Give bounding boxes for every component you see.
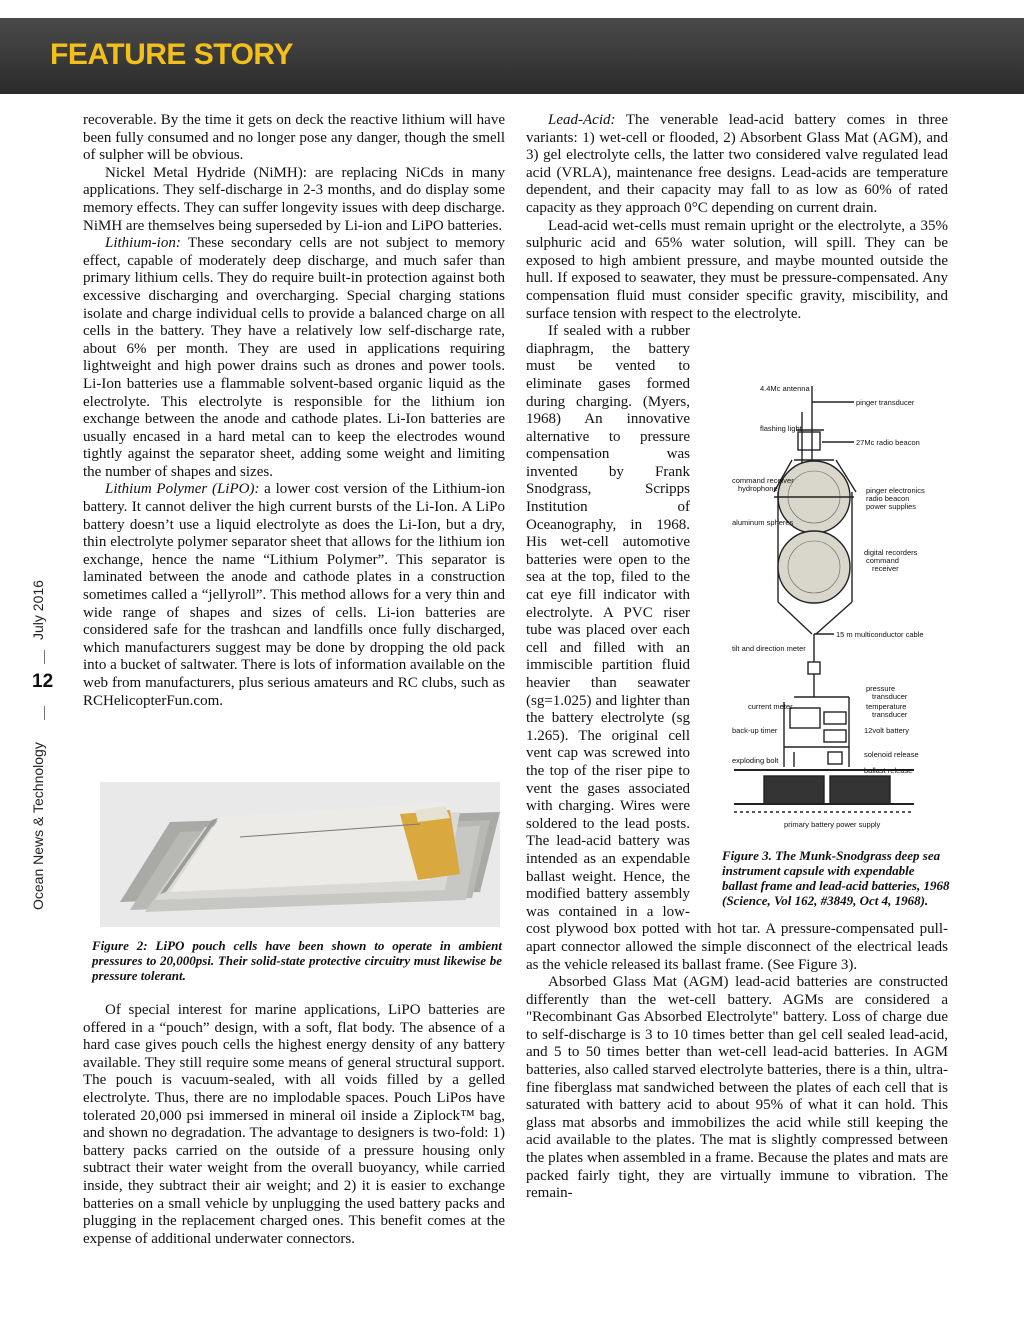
diagram-label: temperature — [866, 702, 907, 711]
diagram-label: primary battery power supply — [784, 820, 881, 829]
diagram-label: exploding bolt — [732, 756, 779, 765]
diagram-label: hydrophone — [738, 484, 778, 493]
left-column-lower — [83, 1002, 505, 1248]
diagram-label: command — [866, 556, 899, 565]
diagram-label: command receiver — [732, 476, 794, 485]
diagram-label: transducer — [872, 710, 908, 719]
paragraph: Lithium Polymer (LiPO): a lower cost version of the Lithium-ion battery. It cannot deliver the high current bursts of the Li-Ion. A LiPo battery doesn’t use a liquid electrolyte as does the Li-Ion, but a dry, thin electrolyte polymer separator sheet that allows for the lithium ion exchange, hence the name “Lithium Polymer”. This separator is laminated between the anode and cathode plates in a construction sometimes called a “jellyroll”. This method allows for a very thin and wide range of shapes and sizes of cells. Li-ion batteries are considered safe for the trashcan and landfills once fully discharged, which manufacturers suggest may be done by dropping the old pack into a bucket of saltwater. There is lots of information available on the web from manufacturers, plus serious amateurs and RC clubs, such as RCHelicopterFun.com. — [83, 481, 506, 709]
page-number: 12 — [32, 671, 54, 692]
paragraph-lead: Lead-Acid: — [548, 112, 616, 128]
figure-3-caption: Figure 3. The Munk-Snodgrass deep sea instrument capsule with expendable ballast frame and lead-acid batteries, 1968 (Science, Vol 162, #3849, Oct 4, 1968). — [722, 848, 950, 908]
diagram-label: 4.4Mc antenna — [760, 384, 810, 393]
diagram-label: 15 m multiconductor cable — [836, 630, 924, 639]
diagram-label: 27Mc radio beacon — [856, 438, 920, 447]
header-banner — [0, 18, 1024, 94]
diagram-label: back-up timer — [732, 726, 778, 735]
diagram-label: digital recorders — [864, 548, 918, 557]
paragraph: recoverable. By the time it gets on deck the reactive lithium will have been fully consumed and no longer pose any danger, though the smell of sulpher will be obvious. — [83, 112, 505, 164]
diagram-label: 12volt battery — [864, 726, 910, 735]
side-divider-top — [44, 650, 45, 664]
diagram-label: pinger electronics — [866, 486, 925, 495]
diagram-label: pinger transducer — [856, 398, 915, 407]
diagram-label: transducer — [872, 692, 908, 701]
diagram-label: radio beacon — [866, 494, 910, 503]
publication-name: Ocean News & Technology — [30, 742, 46, 910]
diagram-label: tilt and direction meter — [732, 644, 806, 653]
diagram-label: aluminum spheres — [732, 518, 794, 527]
paragraph: Lead-acid wet-cells must remain upright or the electrolyte, a 35% sulphuric acid and 65% water solution, will spill. They can be exposed to high ambient pressure, and maybe mounted outside the hull. If exposed to seawater, they must be pressure-compensated. Any compensation fluid must consider specific gravity, miscibility, and surface tension with respect to the electrolyte. — [526, 217, 948, 322]
figure-2-caption: Figure 2: LiPO pouch cells have been shown to operate in ambient pressures to 20,000psi. Their solid-state protective circuitry must likewise be pressure tolerant. — [92, 938, 502, 983]
diagram-label: receiver — [872, 564, 899, 573]
paragraph: Of special interest for marine applications, LiPO batteries are offered in a “pouch” design, with a soft, flat body. The absence of a hard case gives pouch cells the highest energy density of any battery available. They still require some means of general structural support. The pouch is vacuum-sealed, with all voids filled by a gelled electrolyte. Thus, there are no implodable spaces. Pouch LiPos have tolerated 20,000 psi immersed in mineral oil inside a Ziplock™ bag, and shown no degradation. The advantage to designers is two-fold: 1) battery packs carried on the outside of a pressure housing only subtract their water weight from the overall buoyancy, while carried inside, they subtract their air weight; and 2) it is easier to exchange batteries on a small vehicle by unplugging the used battery packs and plugging in the replacement charged ones. This benefit comes at the expense of additional underwater connectors. — [83, 1002, 505, 1247]
diagram-label: current meter — [748, 702, 793, 711]
diagram-label: pressure — [866, 684, 896, 693]
section-title: FEATURE STORY — [50, 38, 293, 71]
issue-date: July 2016 — [30, 580, 46, 640]
lipo-pouch-cells-photo — [100, 782, 500, 927]
diagram-label: power supplies — [866, 502, 917, 511]
side-divider-bottom — [44, 706, 45, 720]
paragraph: Absorbed Glass Mat (AGM) lead-acid batteries are constructed differently than the wet-cell battery. AGMs are considered a "Recombinant Gas Absorbed Electrolyte" battery. Loss of charge due to self-discharge is 3 to 10 times better than gel cell sealed lead-acid, and 5 to 50 times better than wet-cell lead-acid batteries. In AGM batteries, also called starved electrolyte batteries, there is a thin, ultra-fine fiberglass mat sandwiched between the plates of each cell that is saturated with battery acid to about 95% of what it can hold. This glass mat absorbs and immobilizes the acid while still keeping the acid available to the plates. The mat is slightly compressed between the plates when assembled in a frame. Because the plates and mats are packed fairly tight, they are virtually immune to vibration. The remain- — [526, 974, 948, 1202]
paragraph: Lithium-ion: These secondary cells are not subject to memory effect, capable of moderately deep discharge, and much safer than primary lithium cells. They do require built-in protection against both excessive discharging and overcharging. Special charging stations isolate and charge individual cells to provide a balanced charge on all cells in the battery. They have a relatively low self-discharge rate, about 6% per month. They are used in applications requiring lightweight and high power drains such as drones and power tools. Li-Ion batteries use a flammable solvent-based organic liquid as the electrolyte. This electrolyte is responsible for the lithium ion exchange between the anode and cathode plates. Li-Ion batteries are usually encased in a hard metal can to keep the electrodes wound tightly against the separator sheet, adding some weight and limiting the number of shapes and sizes. — [83, 235, 505, 480]
left-column — [83, 112, 505, 710]
diagram-label: flashing light — [760, 424, 802, 433]
paragraph: Nickel Metal Hydride (NiMH): are replacing NiCds in many applications. They self-discharge in 2-3 months, and do display some memory effects. They can suffer longevity issues with deep discharge. NiMH are themselves being superseded by Li-ion and LiPO batteries. — [83, 164, 505, 234]
diagram-label: ballast release — [864, 766, 913, 775]
paragraph: If sealed with a rubber diaphragm, the battery must be vented to eliminate gases formed during charging. (Myers, 1968) An innovative alternative to pressure compensation was invented by Frank Snodgrass, Scripps Institution of Oceanography, in 1968. His wet-cell automotive batteries were open to the sea at the top, filed to the cat eye fill indicator with electrolyte. A PVC riser tube was placed over each cell and filled with an immiscible partition fluid heavier than seawater (sg=1.025) and lighter than the battery electrolyte (sg 1.265). The original cell vent cap was screwed into the top of the riser pipe to vent the gases associated with charging. Wires were soldered to the lead posts. The lead-acid battery was intended as an expendable ballast weight. Hence, the modified battery assembly was contained in a low-cost plywood box potted with hot tar. A pressure-compensated pull-apart connector allowed the simple disconnect of the electrical leads as the vehicle released its ballast frame. (See Figure 3). — [526, 323, 948, 973]
diagram-label: solenoid release — [864, 750, 919, 759]
paragraph-lead: Lithium Polymer (LiPO): — [105, 481, 260, 498]
paragraph: Lead-Acid: The venerable lead-acid battery comes in three variants: 1) wet-cell or flooded, 2) Absorbent Glass Mat (AGM), and 3) gel electrolyte cells, the latter two considered valve regulated lead acid (VRLA), maintenance free designs. Lead-acids are temperature dependent, and their capacity may fall to as low as 60% of rated capacity as they approach 0°C depending on current drain. — [526, 112, 948, 216]
munk-snodgrass-capsule-diagram — [724, 372, 954, 840]
paragraph-lead: Lithium-ion: — [105, 235, 181, 252]
